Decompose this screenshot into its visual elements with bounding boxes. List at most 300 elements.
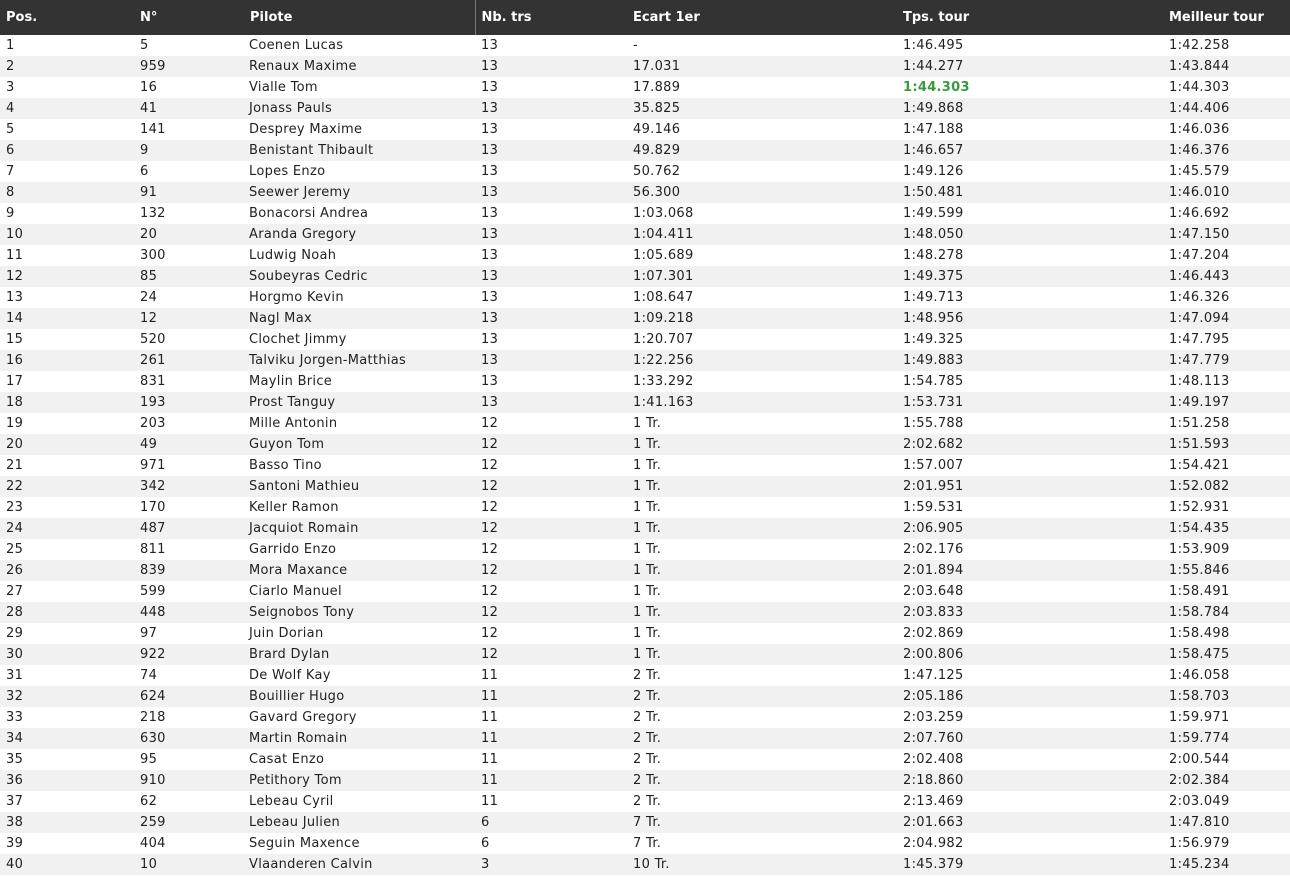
cell-num: 487 bbox=[140, 521, 166, 536]
cell-num: 62 bbox=[140, 794, 158, 809]
cell-meilleur-tour: 2:02.384 bbox=[1169, 773, 1230, 788]
cell-meilleur-tour: 1:49.197 bbox=[1169, 395, 1230, 410]
cell-tps-tour: 1:44.303 bbox=[903, 80, 970, 95]
cell-pilote: Aranda Gregory bbox=[249, 227, 357, 242]
cell-nb-trs: 12 bbox=[481, 521, 499, 536]
cell-nb-trs: 11 bbox=[481, 710, 499, 725]
cell-pilote: Renaux Maxime bbox=[249, 59, 357, 74]
table-row bbox=[0, 476, 1290, 497]
cell-tps-tour: 2:03.259 bbox=[903, 710, 964, 725]
cell-meilleur-tour: 1:46.326 bbox=[1169, 290, 1230, 305]
cell-nb-trs: 12 bbox=[481, 437, 499, 452]
cell-ecart: 35.825 bbox=[633, 101, 681, 116]
cell-tps-tour: 1:53.731 bbox=[903, 395, 964, 410]
cell-num: 922 bbox=[140, 647, 166, 662]
cell-pilote: Ciarlo Manuel bbox=[249, 584, 342, 599]
cell-pilote: Seguin Maxence bbox=[249, 836, 360, 851]
cell-pilote: Bonacorsi Andrea bbox=[249, 206, 369, 221]
table-row bbox=[0, 329, 1290, 350]
cell-pos: 17 bbox=[6, 374, 24, 389]
cell-tps-tour: 1:48.956 bbox=[903, 311, 964, 326]
cell-num: 448 bbox=[140, 605, 166, 620]
cell-tps-tour: 1:50.481 bbox=[903, 185, 964, 200]
cell-ecart: 1 Tr. bbox=[633, 605, 662, 620]
cell-meilleur-tour: 1:47.204 bbox=[1169, 248, 1230, 263]
cell-pos: 32 bbox=[6, 689, 24, 704]
table-row bbox=[0, 308, 1290, 329]
cell-pilote: Lopes Enzo bbox=[249, 164, 326, 179]
cell-pilote: Jacquiot Romain bbox=[249, 521, 359, 536]
cell-pilote: Gavard Gregory bbox=[249, 710, 357, 725]
cell-nb-trs: 13 bbox=[481, 353, 499, 368]
cell-tps-tour: 1:46.495 bbox=[903, 38, 964, 53]
cell-nb-trs: 13 bbox=[481, 59, 499, 74]
cell-ecart: 1 Tr. bbox=[633, 584, 662, 599]
cell-pilote: Horgmo Kevin bbox=[249, 290, 344, 305]
cell-meilleur-tour: 1:52.931 bbox=[1169, 500, 1230, 515]
table-row bbox=[0, 812, 1290, 833]
cell-meilleur-tour: 1:45.579 bbox=[1169, 164, 1230, 179]
cell-tps-tour: 2:01.951 bbox=[903, 479, 964, 494]
cell-tps-tour: 2:02.408 bbox=[903, 752, 964, 767]
cell-meilleur-tour: 1:47.094 bbox=[1169, 311, 1230, 326]
cell-meilleur-tour: 1:46.443 bbox=[1169, 269, 1230, 284]
cell-ecart: 2 Tr. bbox=[633, 668, 662, 683]
cell-pilote: Santoni Mathieu bbox=[249, 479, 360, 494]
table-row bbox=[0, 224, 1290, 245]
cell-nb-trs: 13 bbox=[481, 122, 499, 137]
cell-pilote: Desprey Maxime bbox=[249, 122, 363, 137]
cell-num: 811 bbox=[140, 542, 166, 557]
cell-nb-trs: 13 bbox=[481, 206, 499, 221]
cell-tps-tour: 1:49.868 bbox=[903, 101, 964, 116]
cell-nb-trs: 12 bbox=[481, 500, 499, 515]
cell-pilote: Clochet Jimmy bbox=[249, 332, 347, 347]
cell-ecart: 1 Tr. bbox=[633, 437, 662, 452]
cell-tps-tour: 2:03.833 bbox=[903, 605, 964, 620]
cell-nb-trs: 13 bbox=[481, 395, 499, 410]
cell-num: 12 bbox=[140, 311, 158, 326]
cell-ecart: 1 Tr. bbox=[633, 647, 662, 662]
cell-tps-tour: 1:48.050 bbox=[903, 227, 964, 242]
cell-tps-tour: 2:18.860 bbox=[903, 773, 964, 788]
cell-pilote: Bouillier Hugo bbox=[249, 689, 345, 704]
cell-pos: 25 bbox=[6, 542, 24, 557]
cell-nb-trs: 12 bbox=[481, 605, 499, 620]
table-row bbox=[0, 350, 1290, 371]
cell-pos: 1 bbox=[6, 38, 15, 53]
table-row bbox=[0, 707, 1290, 728]
cell-num: 520 bbox=[140, 332, 166, 347]
cell-pos: 38 bbox=[6, 815, 24, 830]
cell-num: 10 bbox=[140, 857, 158, 872]
cell-nb-trs: 12 bbox=[481, 563, 499, 578]
cell-num: 91 bbox=[140, 185, 158, 200]
cell-num: 141 bbox=[140, 122, 166, 137]
cell-nb-trs: 13 bbox=[481, 269, 499, 284]
cell-meilleur-tour: 1:46.010 bbox=[1169, 185, 1230, 200]
cell-meilleur-tour: 1:47.795 bbox=[1169, 332, 1230, 347]
cell-pilote: Coenen Lucas bbox=[249, 38, 344, 53]
cell-ecart: 1:05.689 bbox=[633, 248, 694, 263]
cell-nb-trs: 12 bbox=[481, 647, 499, 662]
cell-ecart: 17.031 bbox=[633, 59, 681, 74]
cell-ecart: - bbox=[633, 38, 638, 53]
header-row bbox=[0, 0, 1290, 35]
cell-meilleur-tour: 1:51.258 bbox=[1169, 416, 1230, 431]
cell-nb-trs: 13 bbox=[481, 164, 499, 179]
header-ecart[interactable]: Ecart 1er bbox=[633, 10, 700, 25]
cell-tps-tour: 1:54.785 bbox=[903, 374, 964, 389]
cell-ecart: 1 Tr. bbox=[633, 542, 662, 557]
table-row bbox=[0, 749, 1290, 770]
cell-pos: 12 bbox=[6, 269, 24, 284]
cell-nb-trs: 13 bbox=[481, 185, 499, 200]
cell-nb-trs: 6 bbox=[481, 815, 490, 830]
cell-meilleur-tour: 1:58.475 bbox=[1169, 647, 1230, 662]
cell-pilote: Mora Maxance bbox=[249, 563, 348, 578]
cell-meilleur-tour: 1:58.491 bbox=[1169, 584, 1230, 599]
cell-tps-tour: 1:57.007 bbox=[903, 458, 964, 473]
cell-pilote: Basso Tino bbox=[249, 458, 322, 473]
table-row bbox=[0, 581, 1290, 602]
cell-pos: 21 bbox=[6, 458, 24, 473]
cell-meilleur-tour: 1:56.979 bbox=[1169, 836, 1230, 851]
cell-meilleur-tour: 1:59.774 bbox=[1169, 731, 1230, 746]
cell-pos: 3 bbox=[6, 80, 15, 95]
cell-ecart: 2 Tr. bbox=[633, 731, 662, 746]
header-tps-tour[interactable]: Tps. tour bbox=[903, 10, 970, 25]
cell-meilleur-tour: 1:55.846 bbox=[1169, 563, 1230, 578]
cell-num: 959 bbox=[140, 59, 166, 74]
cell-tps-tour: 1:59.531 bbox=[903, 500, 964, 515]
cell-num: 971 bbox=[140, 458, 166, 473]
cell-num: 9 bbox=[140, 143, 149, 158]
cell-num: 49 bbox=[140, 437, 158, 452]
table-row bbox=[0, 455, 1290, 476]
cell-pilote: Prost Tanguy bbox=[249, 395, 336, 410]
cell-nb-trs: 13 bbox=[481, 227, 499, 242]
cell-nb-trs: 13 bbox=[481, 374, 499, 389]
cell-pilote: Jonass Pauls bbox=[249, 101, 333, 116]
cell-meilleur-tour: 1:58.498 bbox=[1169, 626, 1230, 641]
cell-pilote: De Wolf Kay bbox=[249, 668, 331, 683]
cell-meilleur-tour: 1:59.971 bbox=[1169, 710, 1230, 725]
cell-pos: 14 bbox=[6, 311, 24, 326]
cell-pos: 31 bbox=[6, 668, 24, 683]
cell-ecart: 1:09.218 bbox=[633, 311, 694, 326]
cell-tps-tour: 1:44.277 bbox=[903, 59, 964, 74]
cell-nb-trs: 13 bbox=[481, 143, 499, 158]
cell-meilleur-tour: 1:54.421 bbox=[1169, 458, 1230, 473]
cell-tps-tour: 1:48.278 bbox=[903, 248, 964, 263]
cell-meilleur-tour: 1:44.303 bbox=[1169, 80, 1230, 95]
table-row bbox=[0, 728, 1290, 749]
cell-num: 193 bbox=[140, 395, 166, 410]
cell-pilote: Keller Ramon bbox=[249, 500, 339, 515]
cell-tps-tour: 2:13.469 bbox=[903, 794, 964, 809]
cell-tps-tour: 1:49.126 bbox=[903, 164, 964, 179]
table-row bbox=[0, 56, 1290, 77]
cell-ecart: 2 Tr. bbox=[633, 710, 662, 725]
cell-pilote: Vialle Tom bbox=[249, 80, 318, 95]
header-nb-trs[interactable]: Nb. trs bbox=[481, 10, 532, 25]
table-row bbox=[0, 833, 1290, 854]
cell-pos: 20 bbox=[6, 437, 24, 452]
cell-pos: 19 bbox=[6, 416, 24, 431]
cell-num: 6 bbox=[140, 164, 149, 179]
cell-ecart: 2 Tr. bbox=[633, 794, 662, 809]
cell-ecart: 2 Tr. bbox=[633, 752, 662, 767]
table-header bbox=[0, 0, 1290, 35]
cell-nb-trs: 13 bbox=[481, 332, 499, 347]
cell-pos: 8 bbox=[6, 185, 15, 200]
cell-ecart: 50.762 bbox=[633, 164, 681, 179]
table-row bbox=[0, 623, 1290, 644]
cell-pilote: Seewer Jeremy bbox=[249, 185, 351, 200]
table-row bbox=[0, 245, 1290, 266]
table-row bbox=[0, 497, 1290, 518]
cell-tps-tour: 2:03.648 bbox=[903, 584, 964, 599]
cell-pilote: Petithory Tom bbox=[249, 773, 342, 788]
table-row bbox=[0, 434, 1290, 455]
cell-ecart: 1:07.301 bbox=[633, 269, 694, 284]
cell-pos: 36 bbox=[6, 773, 24, 788]
table-row bbox=[0, 140, 1290, 161]
cell-tps-tour: 1:46.657 bbox=[903, 143, 964, 158]
table-row bbox=[0, 602, 1290, 623]
cell-num: 300 bbox=[140, 248, 166, 263]
cell-pilote: Vlaanderen Calvin bbox=[249, 857, 373, 872]
table-row bbox=[0, 203, 1290, 224]
cell-pilote: Seignobos Tony bbox=[249, 605, 355, 620]
cell-nb-trs: 12 bbox=[481, 458, 499, 473]
cell-num: 831 bbox=[140, 374, 166, 389]
cell-nb-trs: 11 bbox=[481, 689, 499, 704]
table-row bbox=[0, 686, 1290, 707]
cell-ecart: 1 Tr. bbox=[633, 626, 662, 641]
cell-pilote: Casat Enzo bbox=[249, 752, 325, 767]
cell-ecart: 1 Tr. bbox=[633, 416, 662, 431]
cell-num: 839 bbox=[140, 563, 166, 578]
table-row bbox=[0, 770, 1290, 791]
table-row bbox=[0, 266, 1290, 287]
cell-pos: 5 bbox=[6, 122, 15, 137]
cell-pos: 18 bbox=[6, 395, 24, 410]
cell-num: 16 bbox=[140, 80, 158, 95]
cell-ecart: 1 Tr. bbox=[633, 479, 662, 494]
cell-pilote: Ludwig Noah bbox=[249, 248, 337, 263]
cell-ecart: 2 Tr. bbox=[633, 689, 662, 704]
table-row bbox=[0, 791, 1290, 812]
cell-ecart: 49.829 bbox=[633, 143, 681, 158]
cell-pos: 34 bbox=[6, 731, 24, 746]
cell-tps-tour: 1:55.788 bbox=[903, 416, 964, 431]
cell-pos: 13 bbox=[6, 290, 24, 305]
cell-ecart: 2 Tr. bbox=[633, 773, 662, 788]
table-body bbox=[0, 35, 1290, 875]
cell-pos: 29 bbox=[6, 626, 24, 641]
cell-num: 170 bbox=[140, 500, 166, 515]
cell-tps-tour: 2:00.806 bbox=[903, 647, 964, 662]
table-row bbox=[0, 182, 1290, 203]
cell-nb-trs: 11 bbox=[481, 794, 499, 809]
cell-nb-trs: 11 bbox=[481, 668, 499, 683]
cell-tps-tour: 2:01.894 bbox=[903, 563, 964, 578]
cell-nb-trs: 13 bbox=[481, 311, 499, 326]
cell-meilleur-tour: 1:47.779 bbox=[1169, 353, 1230, 368]
cell-meilleur-tour: 1:52.082 bbox=[1169, 479, 1230, 494]
cell-tps-tour: 1:49.325 bbox=[903, 332, 964, 347]
cell-nb-trs: 11 bbox=[481, 773, 499, 788]
cell-meilleur-tour: 1:46.376 bbox=[1169, 143, 1230, 158]
cell-pos: 27 bbox=[6, 584, 24, 599]
cell-meilleur-tour: 1:58.703 bbox=[1169, 689, 1230, 704]
cell-nb-trs: 12 bbox=[481, 626, 499, 641]
cell-pilote: Martin Romain bbox=[249, 731, 348, 746]
table-row bbox=[0, 665, 1290, 686]
cell-pilote: Garrido Enzo bbox=[249, 542, 337, 557]
cell-num: 132 bbox=[140, 206, 166, 221]
header-meilleur-tour[interactable]: Meilleur tour bbox=[1169, 10, 1264, 25]
cell-num: 20 bbox=[140, 227, 158, 242]
cell-pilote: Guyon Tom bbox=[249, 437, 325, 452]
header-pos[interactable]: Pos. bbox=[6, 10, 38, 25]
cell-pilote: Benistant Thibault bbox=[249, 143, 374, 158]
cell-meilleur-tour: 2:00.544 bbox=[1169, 752, 1230, 767]
table-row bbox=[0, 161, 1290, 182]
cell-pos: 6 bbox=[6, 143, 15, 158]
cell-tps-tour: 1:49.713 bbox=[903, 290, 964, 305]
cell-meilleur-tour: 1:58.784 bbox=[1169, 605, 1230, 620]
header-num[interactable]: N° bbox=[140, 10, 158, 25]
cell-ecart: 1 Tr. bbox=[633, 521, 662, 536]
table-row bbox=[0, 371, 1290, 392]
cell-nb-trs: 13 bbox=[481, 38, 499, 53]
table-row bbox=[0, 539, 1290, 560]
cell-pilote: Maylin Brice bbox=[249, 374, 333, 389]
cell-nb-trs: 11 bbox=[481, 731, 499, 746]
cell-meilleur-tour: 1:51.593 bbox=[1169, 437, 1230, 452]
cell-num: 85 bbox=[140, 269, 158, 284]
cell-meilleur-tour: 1:45.234 bbox=[1169, 857, 1230, 872]
cell-ecart: 10 Tr. bbox=[633, 857, 670, 872]
cell-nb-trs: 12 bbox=[481, 479, 499, 494]
cell-meilleur-tour: 1:48.113 bbox=[1169, 374, 1230, 389]
cell-pos: 35 bbox=[6, 752, 24, 767]
cell-pos: 28 bbox=[6, 605, 24, 620]
cell-meilleur-tour: 1:53.909 bbox=[1169, 542, 1230, 557]
cell-ecart: 49.146 bbox=[633, 122, 681, 137]
cell-pos: 22 bbox=[6, 479, 24, 494]
cell-pos: 30 bbox=[6, 647, 24, 662]
cell-pilote: Mille Antonin bbox=[249, 416, 338, 431]
cell-tps-tour: 2:02.682 bbox=[903, 437, 964, 452]
cell-num: 97 bbox=[140, 626, 158, 641]
cell-tps-tour: 1:47.188 bbox=[903, 122, 964, 137]
cell-pos: 16 bbox=[6, 353, 24, 368]
cell-pos: 15 bbox=[6, 332, 24, 347]
table-row bbox=[0, 119, 1290, 140]
cell-num: 5 bbox=[140, 38, 149, 53]
cell-num: 624 bbox=[140, 689, 166, 704]
table-row bbox=[0, 98, 1290, 119]
cell-pilote: Brard Dylan bbox=[249, 647, 330, 662]
table-row bbox=[0, 392, 1290, 413]
cell-tps-tour: 1:49.883 bbox=[903, 353, 964, 368]
cell-num: 41 bbox=[140, 101, 158, 116]
cell-num: 218 bbox=[140, 710, 166, 725]
cell-ecart: 1:33.292 bbox=[633, 374, 694, 389]
header-pilote[interactable]: Pilote bbox=[244, 0, 475, 35]
cell-pos: 37 bbox=[6, 794, 24, 809]
cell-pos: 11 bbox=[6, 248, 24, 263]
cell-pilote: Lebeau Julien bbox=[249, 815, 341, 830]
cell-pilote: Nagl Max bbox=[249, 311, 312, 326]
cell-tps-tour: 2:02.869 bbox=[903, 626, 964, 641]
cell-nb-trs: 3 bbox=[481, 857, 490, 872]
cell-pos: 9 bbox=[6, 206, 15, 221]
cell-nb-trs: 11 bbox=[481, 752, 499, 767]
cell-tps-tour: 1:47.125 bbox=[903, 668, 964, 683]
cell-ecart: 7 Tr. bbox=[633, 836, 662, 851]
cell-ecart: 56.300 bbox=[633, 185, 681, 200]
cell-num: 910 bbox=[140, 773, 166, 788]
table-row bbox=[0, 287, 1290, 308]
cell-ecart: 1:03.068 bbox=[633, 206, 694, 221]
cell-pilote: Soubeyras Cedric bbox=[249, 269, 368, 284]
cell-tps-tour: 2:06.905 bbox=[903, 521, 964, 536]
table-row bbox=[0, 560, 1290, 581]
cell-pos: 4 bbox=[6, 101, 15, 116]
cell-nb-trs: 13 bbox=[481, 290, 499, 305]
cell-pos: 40 bbox=[6, 857, 24, 872]
table-row bbox=[0, 413, 1290, 434]
cell-pos: 10 bbox=[6, 227, 24, 242]
cell-nb-trs: 13 bbox=[481, 248, 499, 263]
cell-tps-tour: 1:49.375 bbox=[903, 269, 964, 284]
table-row bbox=[0, 644, 1290, 665]
cell-meilleur-tour: 1:54.435 bbox=[1169, 521, 1230, 536]
cell-num: 261 bbox=[140, 353, 166, 368]
cell-ecart: 1:04.411 bbox=[633, 227, 694, 242]
cell-pos: 26 bbox=[6, 563, 24, 578]
cell-num: 203 bbox=[140, 416, 166, 431]
cell-pos: 24 bbox=[6, 521, 24, 536]
cell-pos: 33 bbox=[6, 710, 24, 725]
cell-meilleur-tour: 1:43.844 bbox=[1169, 59, 1230, 74]
cell-pos: 39 bbox=[6, 836, 24, 851]
cell-nb-trs: 12 bbox=[481, 584, 499, 599]
cell-ecart: 1:41.163 bbox=[633, 395, 694, 410]
cell-meilleur-tour: 2:03.049 bbox=[1169, 794, 1230, 809]
cell-tps-tour: 2:01.663 bbox=[903, 815, 964, 830]
cell-num: 599 bbox=[140, 584, 166, 599]
cell-ecart: 1 Tr. bbox=[633, 500, 662, 515]
cell-pos: 23 bbox=[6, 500, 24, 515]
cell-num: 342 bbox=[140, 479, 166, 494]
cell-nb-trs: 13 bbox=[481, 101, 499, 116]
cell-ecart: 1:22.256 bbox=[633, 353, 694, 368]
cell-num: 24 bbox=[140, 290, 158, 305]
cell-ecart: 1 Tr. bbox=[633, 563, 662, 578]
table-row bbox=[0, 518, 1290, 539]
cell-num: 74 bbox=[140, 668, 158, 683]
cell-meilleur-tour: 1:46.036 bbox=[1169, 122, 1230, 137]
cell-meilleur-tour: 1:44.406 bbox=[1169, 101, 1230, 116]
cell-tps-tour: 2:07.760 bbox=[903, 731, 964, 746]
cell-meilleur-tour: 1:47.150 bbox=[1169, 227, 1230, 242]
